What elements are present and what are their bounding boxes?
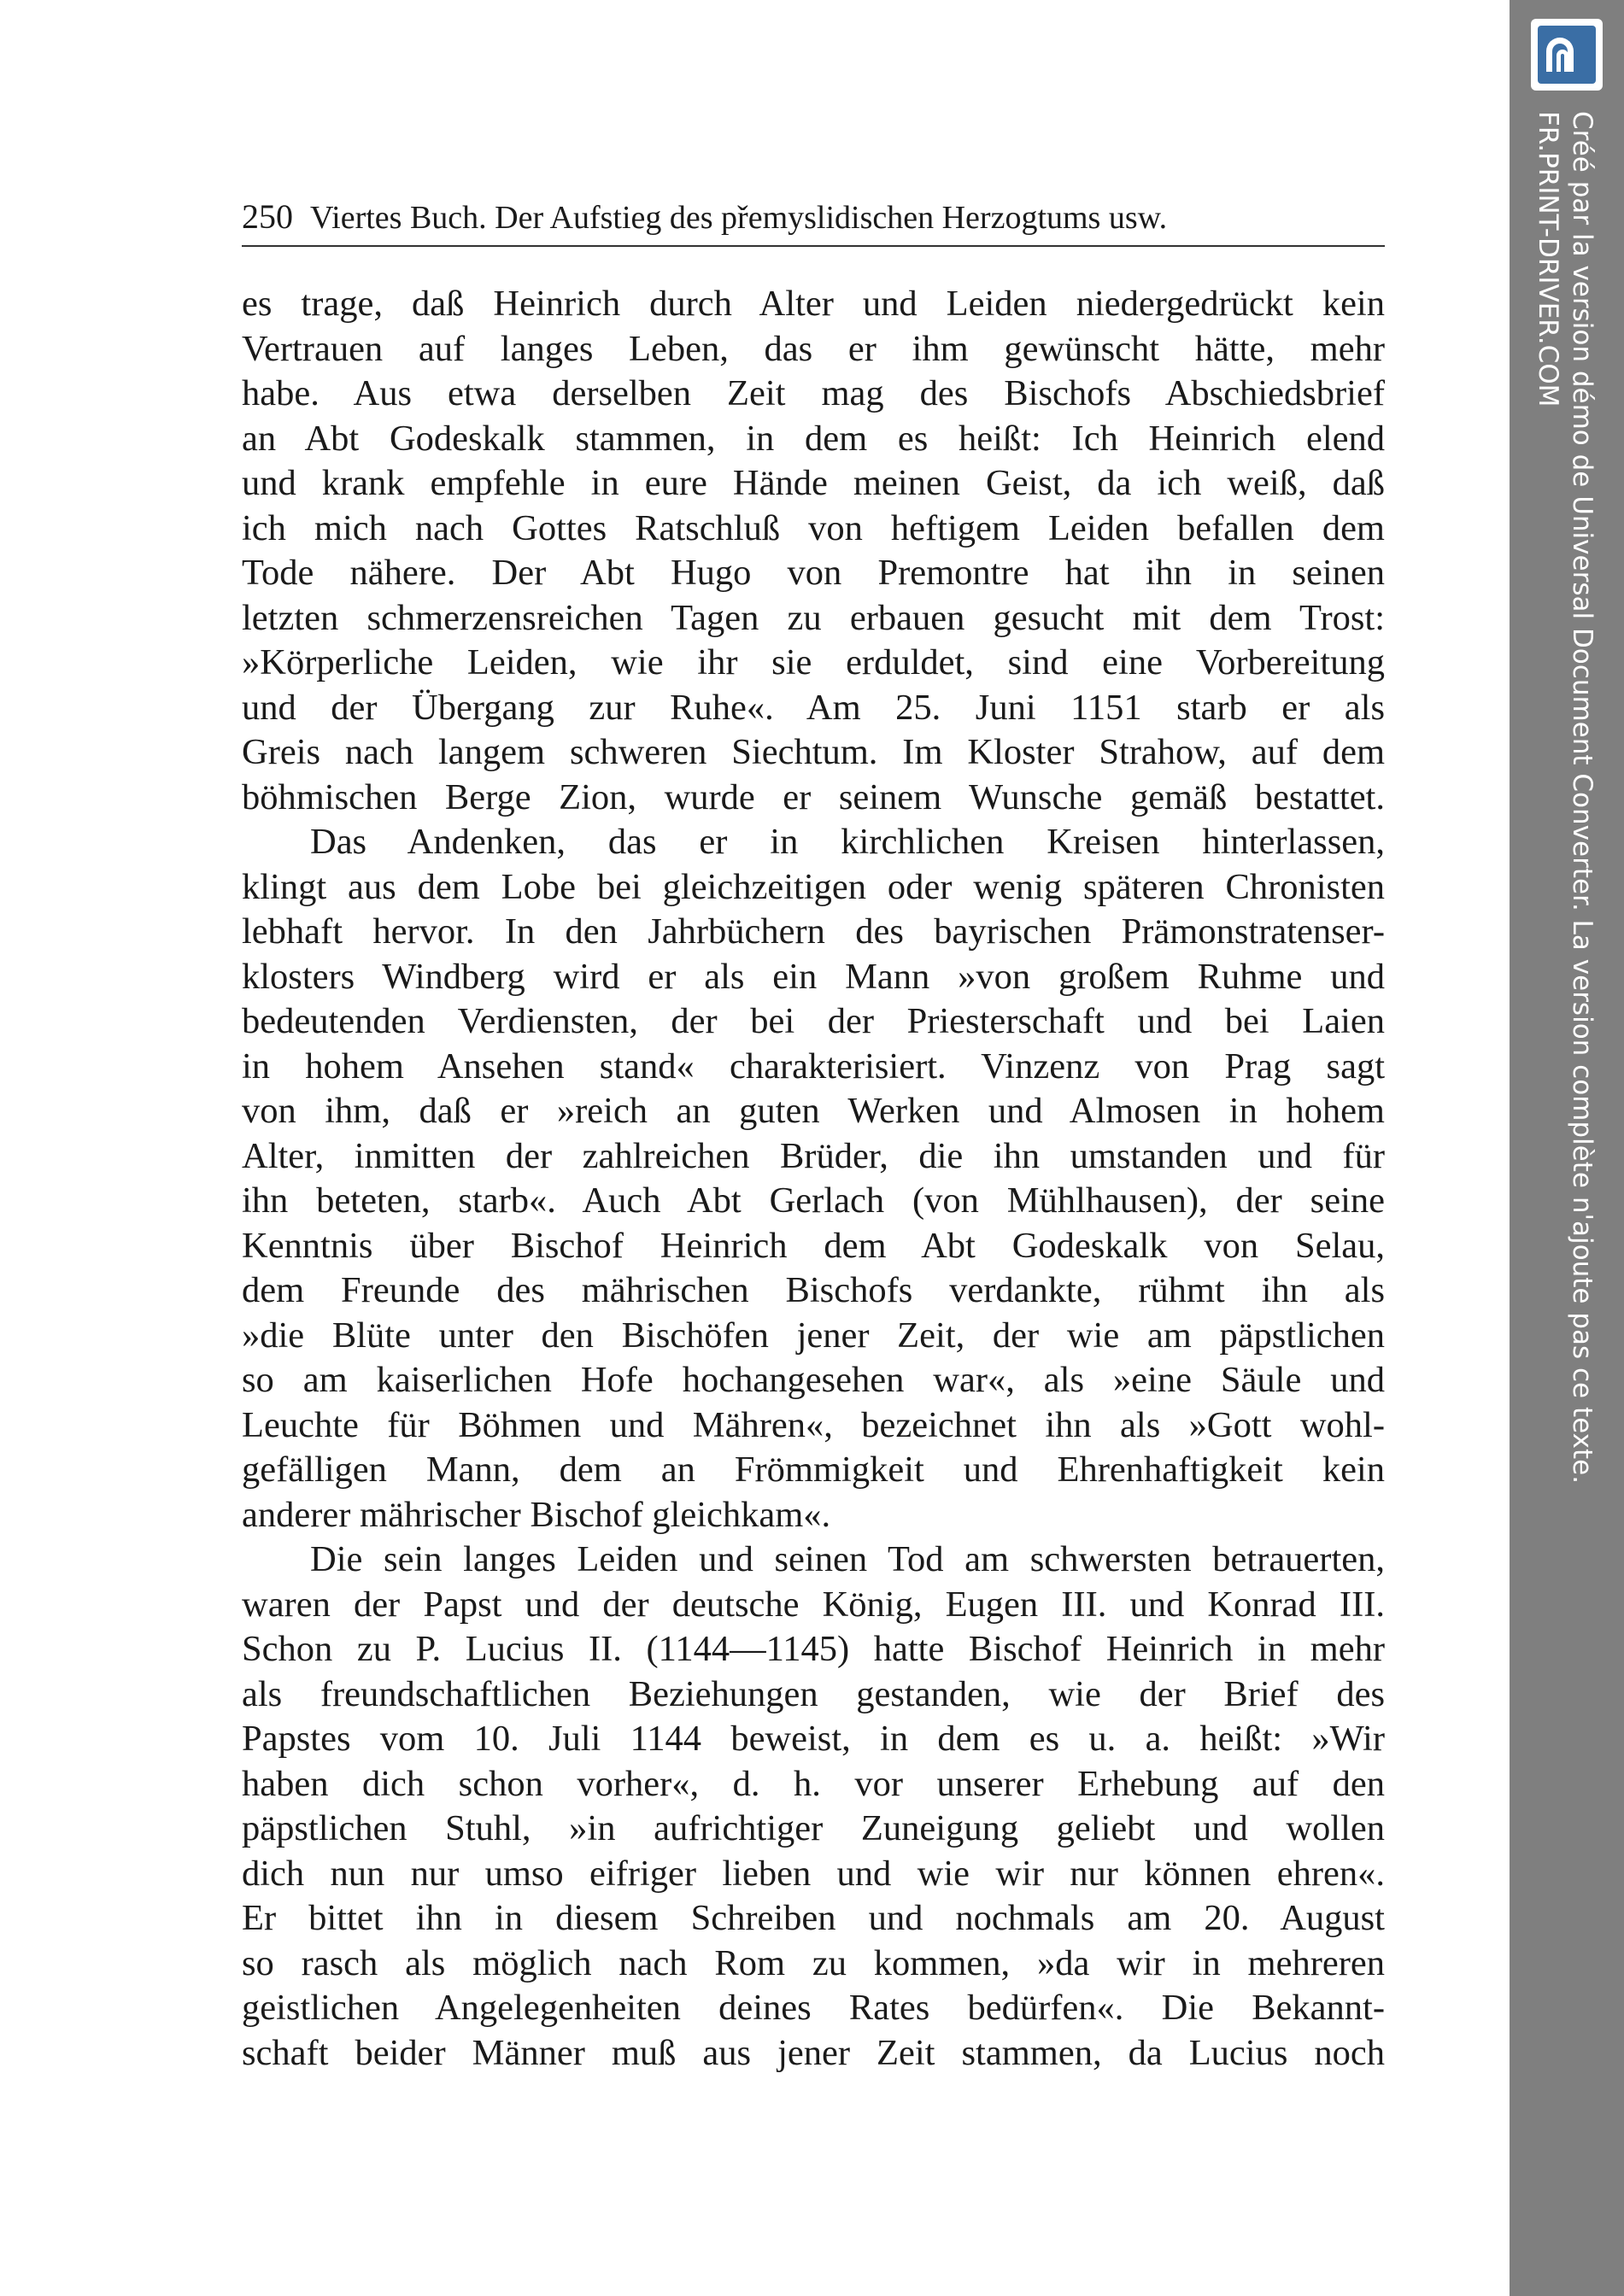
page-number: 250 [242, 197, 293, 236]
text-line: Alter, inmitten der zahlreichen Brüder, die ihn umstanden und für [242, 1135, 1385, 1176]
text-line: Greis nach langem schweren Siechtum. Im Kloster Strahow, auf dem [242, 732, 1385, 772]
text-line: »die Blüte unter den Bischöfen jener Zeit, der wie am päpstlichen [242, 1315, 1385, 1356]
text-line: Leuchte für Böhmen und Mähren«, bezeichnet ihn als »Gott wohl- [242, 1404, 1385, 1445]
text-line: bedeutenden Verdiensten, der bei der Priesterschaft und bei Laien [242, 1001, 1385, 1041]
text-line: waren der Papst und der deutsche König, Eugen III. und Konrad III. [242, 1584, 1385, 1625]
text-line: letzten schmerzensreichen Tagen zu erbauen gesucht mit dem Trost: [242, 597, 1385, 638]
watermark-notice: Créé par la version démo de Universal Document Converter. La version complète n'ajoute pas ce texte. [1567, 111, 1598, 1485]
logo-arch-inner [1557, 50, 1568, 72]
text-line: schaft beider Männer muß aus jener Zeit stammen, da Lucius noch [242, 2032, 1385, 2073]
text-line: als freundschaftlichen Beziehungen gestanden, wie der Brief des [242, 1673, 1385, 1714]
watermark-url: FR.PRINT-DRIVER.COM [1533, 111, 1563, 407]
text-line: »Körperliche Leiden, wie ihr sie erduldet, sind eine Vorbereitung [242, 642, 1385, 682]
text-line: und der Übergang zur Ruhe«. Am 25. Juni 1151 starb er als [242, 687, 1385, 728]
paragraph-1 [242, 282, 1385, 820]
text-line: so am kaiserlichen Hofe hochangesehen war«, als »eine Säule und [242, 1360, 1385, 1400]
paragraph-3 [242, 1538, 1385, 2076]
text-line: lebhaft hervor. In den Jahrbüchern des bayrischen Prämonstratenser- [242, 911, 1385, 952]
text-line: so rasch als möglich nach Rom zu kommen, »da wir in mehreren [242, 1942, 1385, 1983]
text-line: habe. Aus etwa derselben Zeit mag des Bischofs Abschiedsbrief [242, 373, 1385, 413]
text-line: von ihm, daß er »reich an guten Werken und Almosen in hohem [242, 1091, 1385, 1131]
text-line: dich nun nur umso eifriger lieben und wie wir nur können ehren«. [242, 1853, 1385, 1894]
text-line: dem Freunde des mährischen Bischofs verdankte, rühmt ihn als [242, 1270, 1385, 1310]
text-line: Vertrauen auf langes Leben, das er ihm gewünscht hätte, mehr [242, 328, 1385, 369]
text-line: Das Andenken, das er in kirchlichen Kreisen hinterlassen, [310, 822, 1385, 862]
text-line: Die sein langes Leiden und seinen Tod am schwersten betrauerten, [310, 1539, 1385, 1579]
text-line: gefälligen Mann, dem an Frömmigkeit und Ehrenhaftigkeit kein [242, 1450, 1385, 1490]
running-head [242, 195, 1385, 239]
text-line: an Abt Godeskalk stammen, in dem es heißt: Ich Heinrich elend [242, 418, 1385, 459]
paragraph-2 [242, 820, 1385, 1538]
universal-document-converter-logo-icon [1531, 19, 1603, 91]
running-title: Viertes Buch. Der Aufstieg des přemyslidischen Herzogtums usw. [310, 200, 1168, 236]
text-line: Papstes vom 10. Juli 1144 beweist, in dem es u. a. heißt: »Wir [242, 1719, 1385, 1759]
text-line: Er bittet ihn in diesem Schreiben und nochmals am 20. August [242, 1898, 1385, 1938]
text-line: und krank empfehle in eure Hände meinen Geist, da ich weiß, daß [242, 463, 1385, 503]
body-text [242, 282, 1385, 2076]
text-line: anderer mährischer Bischof gleichkam«. [242, 1494, 831, 1535]
watermark-sidebar [1510, 0, 1624, 2296]
text-line: päpstlichen Stuhl, »in aufrichtiger Zuneigung geliebt und wollen [242, 1808, 1385, 1848]
text-line: ihn beteten, starb«. Auch Abt Gerlach (von Mühlhausen), der seine [242, 1180, 1385, 1221]
text-line: klingt aus dem Lobe bei gleichzeitigen oder wenig späteren Chronisten [242, 866, 1385, 907]
header-rule [242, 245, 1385, 247]
text-line: klosters Windberg wird er als ein Mann »von großem Ruhme und [242, 956, 1385, 997]
text-line: böhmischen Berge Zion, wurde er seinem Wunsche gemäß bestattet. [242, 776, 1385, 817]
text-line: ich mich nach Gottes Ratschluß von heftigem Leiden befallen dem [242, 507, 1385, 548]
text-line: in hohem Ansehen stand« charakterisiert. Vinzenz von Prag sagt [242, 1046, 1385, 1086]
text-line: geistlichen Angelegenheiten deines Rates bedürfen«. Die Bekannt- [242, 1988, 1385, 2028]
text-line: Schon zu P. Lucius II. (1144—1145) hatte Bischof Heinrich in mehr [242, 1629, 1385, 1669]
text-line: haben dich schon vorher«, d. h. vor unserer Erhebung auf den [242, 1763, 1385, 1804]
text-line: Tode nähere. Der Abt Hugo von Premontre hat ihn in seinen [242, 553, 1385, 593]
text-line: Kenntnis über Bischof Heinrich dem Abt Godeskalk von Selau, [242, 1225, 1385, 1266]
text-line: es trage, daß Heinrich durch Alter und Leiden niedergedrückt kein [242, 284, 1385, 324]
